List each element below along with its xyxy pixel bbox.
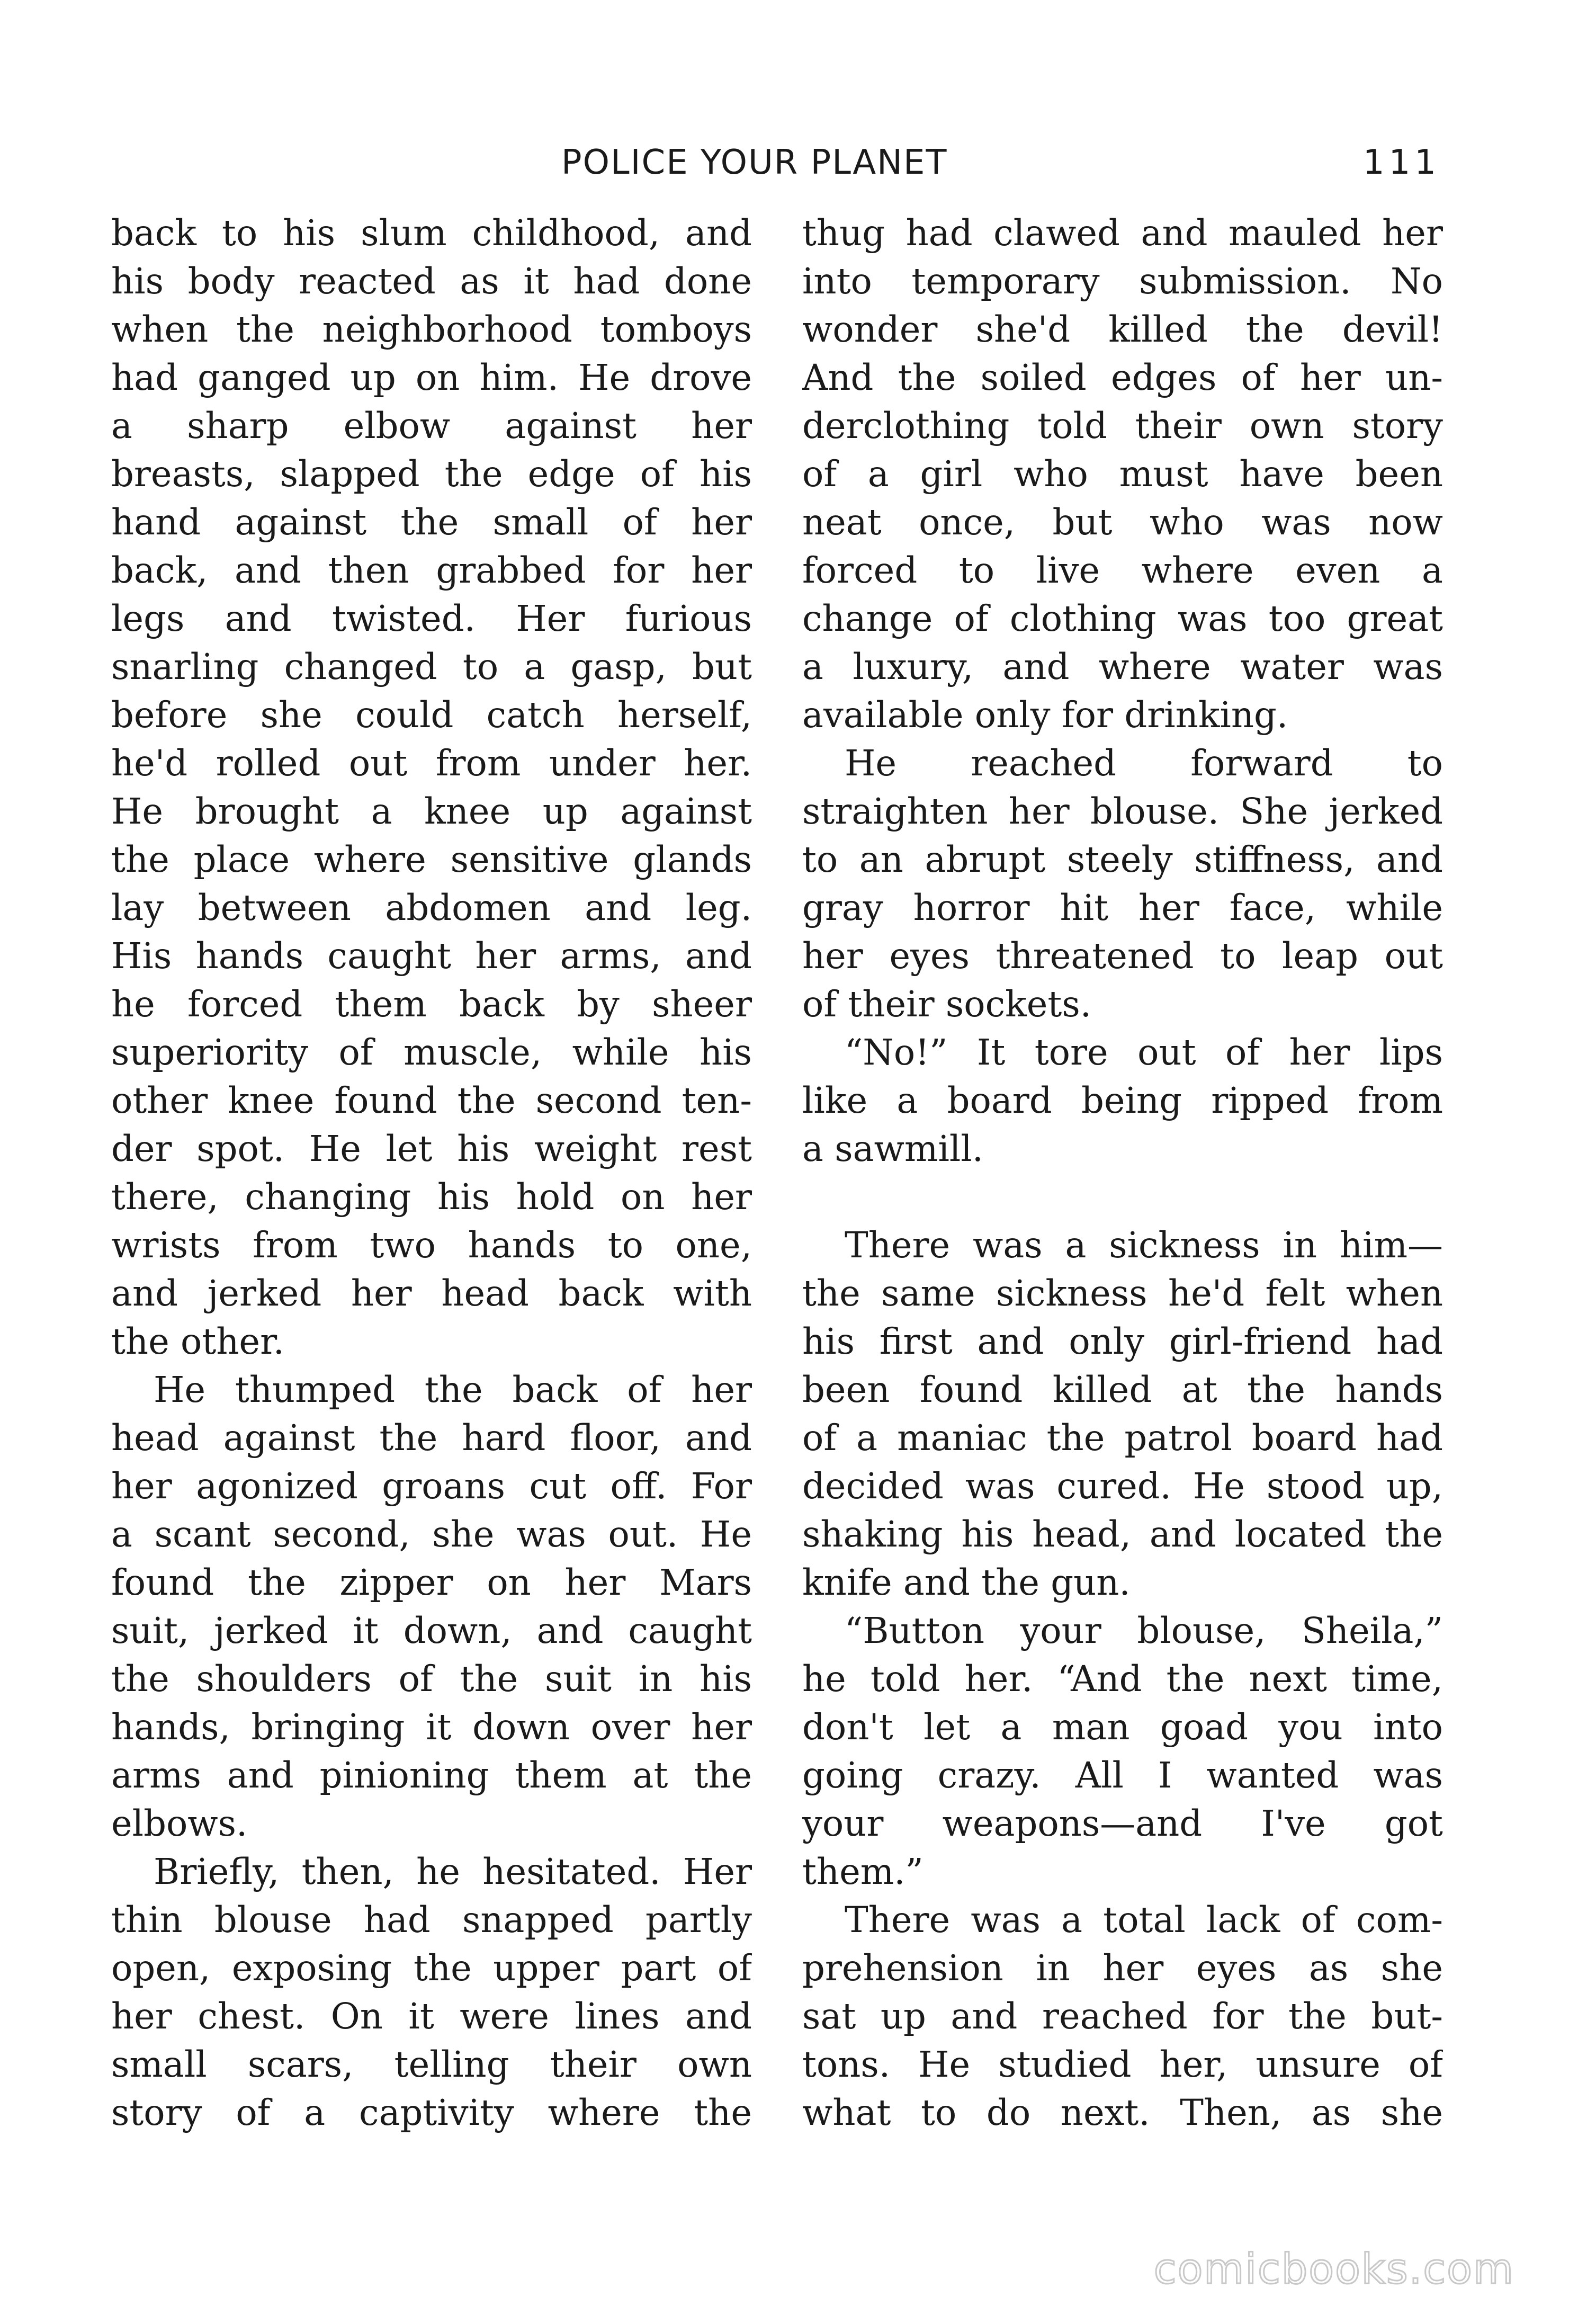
text-line: he'd rolled out from under her. — [111, 743, 752, 784]
text-line: wrists from two hands to one, — [111, 1224, 752, 1266]
text-line: change of clothing was too great — [802, 598, 1443, 639]
text-line: like a board being ripped from — [802, 1080, 1443, 1121]
text-line: he forced them back by sheer — [111, 984, 752, 1025]
text-line: thin blouse had snapped partly — [111, 1899, 752, 1941]
text-line: shaking his head, and located the — [802, 1514, 1443, 1555]
text-line: his first and only girl-friend had — [802, 1321, 1443, 1362]
text-line: your weapons—and I've got — [802, 1803, 1443, 1844]
text-line: to an abrupt steely stiffness, and — [802, 839, 1443, 880]
text-line: there, changing his hold on her — [111, 1176, 752, 1218]
text-line: thug had clawed and mauled her — [802, 212, 1443, 254]
text-line: superiority of muscle, while his — [111, 1032, 752, 1073]
text-line: straighten her blouse. She jerked — [802, 791, 1443, 832]
text-line: the other. — [111, 1321, 285, 1362]
text-line: a scant second, she was out. He — [111, 1514, 752, 1555]
text-line: And the soiled edges of her un- — [802, 357, 1443, 398]
text-line: story of a captivity where the — [111, 2092, 752, 2133]
text-line: available only for drinking. — [802, 694, 1288, 736]
text-line: decided was cured. He stood up, — [802, 1465, 1443, 1507]
text-line: her chest. On it were lines and — [111, 1996, 752, 2037]
text-line: the same sickness he'd felt when — [802, 1273, 1443, 1314]
text-line: back, and then grabbed for her — [111, 550, 752, 591]
text-line: forced to live where even a — [802, 550, 1443, 591]
text-line: There was a sickness in him— — [845, 1224, 1443, 1266]
text-line: breasts, slapped the edge of his — [111, 453, 752, 495]
text-line: of a maniac the patrol board had — [802, 1417, 1443, 1459]
text-line: prehension in her eyes as she — [802, 1947, 1443, 1989]
text-line: sat up and reached for the but- — [802, 1996, 1443, 2037]
text-line: His hands caught her arms, and — [111, 935, 752, 977]
text-line: when the neighborhood tomboys — [111, 309, 752, 350]
text-line: hands, bringing it down over her — [111, 1706, 752, 1748]
text-line: He thumped the back of her — [154, 1369, 752, 1410]
text-line: der spot. He let his weight rest — [111, 1128, 752, 1169]
text-line: of their sockets. — [802, 984, 1092, 1025]
text-line: back to his slum childhood, and — [111, 212, 752, 254]
page-header — [0, 143, 1578, 196]
page-number: 111 — [1362, 143, 1440, 182]
text-line: and jerked her head back with — [111, 1273, 752, 1314]
left-text-column — [111, 209, 752, 2137]
running-title: POLICE YOUR PLANET — [561, 143, 948, 182]
text-line: a luxury, and where water was — [802, 646, 1443, 687]
text-line: don't let a man goad you into — [802, 1706, 1443, 1748]
text-line: tons. He studied her, unsure of — [802, 2044, 1443, 2085]
text-line: Briefly, then, he hesitated. Her — [154, 1851, 752, 1892]
text-line: before she could catch herself, — [111, 694, 752, 736]
text-line: neat once, but who was now — [802, 502, 1443, 543]
text-line: “Button your blouse, Sheila,” — [845, 1610, 1443, 1651]
text-line: a sawmill. — [802, 1128, 984, 1169]
text-line: what to do next. Then, as she — [802, 2092, 1443, 2133]
text-line: open, exposing the upper part of — [111, 1947, 752, 1989]
text-line: He brought a knee up against — [111, 791, 752, 832]
text-line: He reached forward to — [845, 743, 1443, 784]
text-line: a sharp elbow against her — [111, 405, 752, 446]
text-line: her agonized groans cut off. For — [111, 1465, 752, 1507]
text-line: snarling changed to a gasp, but — [111, 646, 752, 687]
text-line: the place where sensitive glands — [111, 839, 752, 880]
text-line: other knee found the second ten- — [111, 1080, 752, 1121]
text-line: “No!” It tore out of her lips — [845, 1032, 1443, 1073]
text-line: going crazy. All I wanted was — [802, 1755, 1443, 1796]
text-line: found the zipper on her Mars — [111, 1562, 752, 1603]
text-line: of a girl who must have been — [802, 453, 1443, 495]
text-line: gray horror hit her face, while — [802, 887, 1443, 928]
text-line: head against the hard floor, and — [111, 1417, 752, 1459]
text-line: suit, jerked it down, and caught — [111, 1610, 752, 1651]
text-line: legs and twisted. Her furious — [111, 598, 752, 639]
text-line — [802, 1173, 1443, 1221]
text-line: lay between abdomen and leg. — [111, 887, 752, 928]
text-line: had ganged up on him. He drove — [111, 357, 752, 398]
text-line: derclothing told their own story — [802, 405, 1443, 446]
text-line: small scars, telling their own — [111, 2044, 752, 2085]
text-line: her eyes threatened to leap out — [802, 935, 1443, 977]
text-line: his body reacted as it had done — [111, 261, 752, 302]
text-line: There was a total lack of com- — [845, 1899, 1443, 1941]
watermark-logo: comicbooks.com — [1153, 2246, 1514, 2293]
text-line: them.” — [802, 1851, 924, 1892]
text-line: arms and pinioning them at the — [111, 1755, 752, 1796]
text-line: elbows. — [111, 1803, 248, 1844]
text-line: hand against the small of her — [111, 502, 752, 543]
text-line: the shoulders of the suit in his — [111, 1658, 752, 1700]
text-line: been found killed at the hands — [802, 1369, 1443, 1410]
text-line: knife and the gun. — [802, 1562, 1131, 1603]
right-text-column — [802, 209, 1443, 2137]
text-line: he told her. “And the next time, — [802, 1658, 1443, 1700]
text-line: into temporary submission. No — [802, 261, 1443, 302]
text-line: wonder she'd killed the devil! — [802, 309, 1443, 350]
